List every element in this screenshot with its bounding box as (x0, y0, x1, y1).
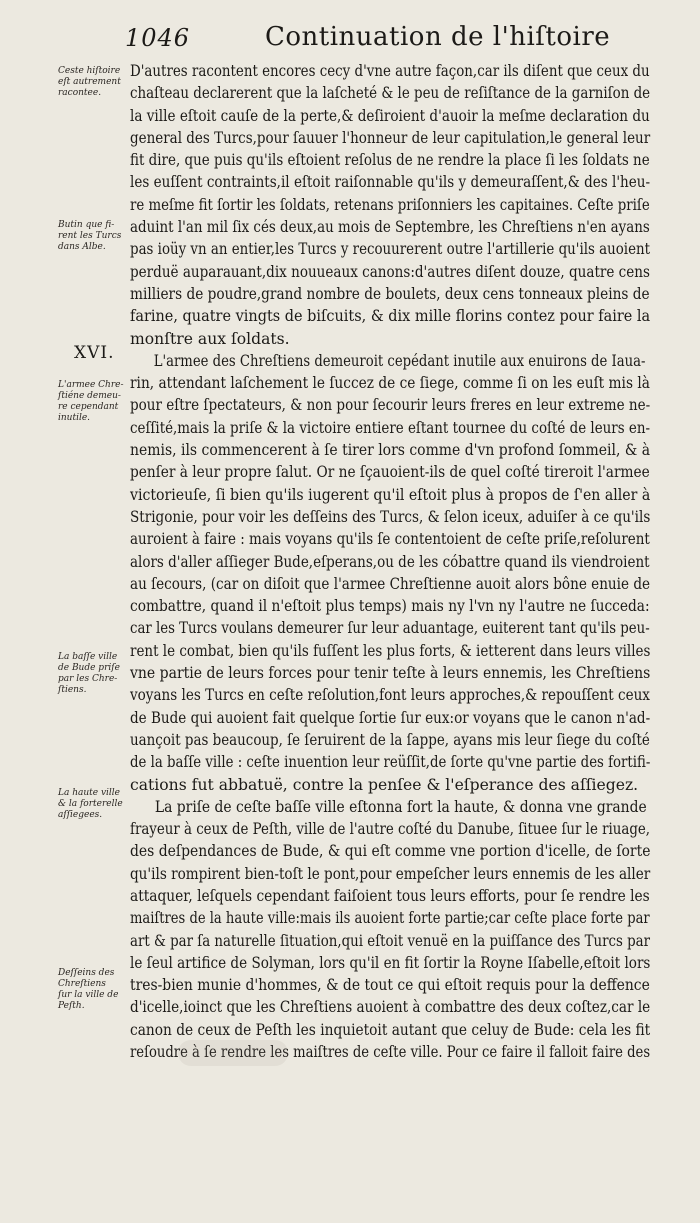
text-line: ceſſité,mais la priſe & la victoire entiere eſtant tournee du coſté de leurs en- (130, 418, 651, 437)
text-line: la ville eſtoit cauſe de la perte,& deſiroient d'auoir la meſme declaration du (130, 106, 650, 125)
margin-note (58, 66, 130, 99)
chapter-number: XVI. (74, 343, 115, 363)
text-line: re meſme fit ſortir les ſoldats, retenans priſonniers les capitaines. Ceſte priſe (130, 195, 650, 214)
text-line: La priſe de ceſte baſſe ville eſtonna fort la haute, & donna vne grande (154, 797, 647, 816)
margin-note-line: re cependant (58, 402, 119, 412)
text-line: pour eſtre ſpectateurs, & non pour ſecourir leurs freres en leur extreme ne- (130, 396, 651, 415)
text-line: chaſteau declarerent que la laſcheté & le peu de reſiſtance de la garniſon de (130, 84, 651, 103)
text-line: voyans les Turcs en ceſte reſolution,font leurs approches,& repouſſent ceux (130, 686, 650, 705)
text-line: victorieuſe, ſi bien qu'ils iugerent qu'il eſtoit plus à propos de ſ'en aller à (130, 485, 651, 504)
margin-note-line: Chreſtiens (58, 979, 106, 989)
text-line: de la baſſe ville : ceſte inuention leur reüſſit,de ſorte qu'vne partie des fortifi- (130, 753, 651, 772)
text-line: le ſeul artifice de Solyman, lors qu'il en fit ſortir la Royne Iſabelle,eſtoit lors (130, 953, 651, 972)
text-line: farine, quatre vingts de biſcuits, & dix mille florins contez pour faire la (130, 307, 651, 326)
text-line: D'autres racontent encores cecy d'vne autre façon,car ils diſent que ceux du (130, 62, 650, 80)
margin-note (58, 968, 130, 1012)
margin-note-line: ſtiéne demeu- (58, 391, 121, 401)
text-line: monſtre aux ſoldats. (130, 329, 290, 348)
margin-note-line: de Bude priſe (58, 663, 120, 673)
text-line: Strigonie, pour voir les deſſeins des Turcs, & ſelon iceux, aduiſer à ce qu'ils (130, 507, 651, 526)
text-line: maiſtres de la haute ville:mais ils auoient forte partie;car ceſte place forte par (130, 909, 650, 928)
margin-note-line: La baſſe ville (58, 652, 118, 662)
text-line: au ſecours, (car on diſoit que l'armee Chreſtienne auoit alors bône enuie de (130, 574, 651, 593)
margin-note-line: Deſſeins des (58, 968, 115, 978)
text-line: L'armee des Chreſtiens demeuroit cepédant inutile aux enuirons de Iaua- (153, 351, 646, 370)
margin-note-line: La haute ville (58, 788, 121, 798)
margin-note-line: dans Albe. (58, 242, 106, 252)
text-line: general des Turcs,pour ſauuer l'honneur de leur capitulation,le general leur (130, 128, 651, 147)
margin-note (58, 652, 130, 696)
text-line: uançoit pas beaucoup, ſe ſeruirent de la ſappe, ayans mis leur ſiege du coſté (130, 730, 650, 749)
margin-note-line: ſtiens. (58, 685, 87, 695)
text-line: qu'ils rompirent bien-toſt le pont,pour empeſcher leurs ennemis de les aller (130, 864, 651, 883)
text-line: combattre, quand il n'eſtoit plus temps) mais ny l'vn ny l'autre ne ſucceda: (130, 597, 650, 616)
margin-note-line: & la forterelle (58, 799, 123, 809)
margin-note-line: eſt autrement (58, 77, 121, 87)
text-line: reſoudre à ſe rendre les maiſtres de ceſte ville. Pour ce faire il falloit faire des (130, 1043, 651, 1062)
margin-note-line: rent les Turcs (58, 231, 122, 241)
page-header (125, 20, 611, 56)
margin-note (58, 788, 130, 821)
text-line: rent le combat, bien qu'ils fuſſent les plus forts, & ietterent dans leurs villes (130, 641, 651, 660)
margin-note-line: par les Chre- (58, 674, 118, 684)
text-line: perduë auparauant,dix nouueaux canons:d'autres diſent douze, quatre cens (130, 262, 650, 281)
text-line: de Bude qui auoient fait quelque ſortie ſur eux:or voyans que le canon n'ad- (130, 708, 651, 727)
text-line: cations fut abbatuë, contre la penſee & l'eſperance des aſſiegez. (130, 775, 639, 794)
margin-note-line: inutile. (58, 413, 91, 423)
text-line: attaquer, leſquels cependant faiſoient tous leurs efforts, pour ſe rendre les (130, 886, 650, 905)
text-line: frayeur à ceux de Peſth, ville de l'autre coſté du Danube, ſituee ſur le riuage, (130, 820, 651, 839)
text-line: d'icelle,ioinct que les Chreſtiens auoient à combattre des deux coſtez,car le (130, 998, 651, 1017)
text-line: aduint l'an mil ſix cés deux,au mois de Septembre, les Chreſtiens n'en ayans (130, 218, 650, 237)
margin-note (58, 220, 130, 253)
text-line: art & par ſa naturelle ſituation,qui eſtoit venuë en la puiſſance des Turcs par (130, 931, 650, 950)
text-line: fit dire, que puis qu'ils eſtoient reſolus de ne rendre la place ſi les ſoldats ne (130, 151, 650, 170)
margin-note-line: ſur la ville de (58, 990, 119, 1000)
page-number: 1046 (125, 24, 191, 52)
margin-note-line: Ceste hiſtoire (58, 66, 121, 76)
text-line: alors d'aller aſſieger Bude,eſperans,ou de les cóbattre quand ils viendroient (130, 552, 650, 571)
text-line: les euſſent contraints,il eſtoit raiſonnable qu'ils y demeuraſſent,& des l'heu- (130, 173, 651, 192)
running-title: Continuation de l'hiſtoire (265, 22, 611, 52)
text-line: pas ioüy vn an entier,les Turcs y recouurerent outre l'artillerie qu'ils auoient (130, 240, 650, 259)
margin-note-line: racontee. (58, 88, 102, 98)
text-line: nemis, ils commencerent à ſe tirer lors comme d'vn profond ſommeil, & à (130, 441, 651, 460)
text-line: vne partie de leurs forces pour tenir teſte à leurs ennemis, les Chreſtiens (130, 664, 651, 683)
text-line: rin, attendant laſchement le ſuccez de ce ſiege, comme ſi on les euſt mis là (130, 374, 650, 393)
text-line: car les Turcs voulans demeurer ſur leur aduantage, euiterent tant qu'ils peu- (130, 619, 650, 638)
text-line: canon de ceux de Peſth les inquietoit autant que celuy de Bude: cela les fit (130, 1020, 651, 1039)
margin-note (58, 380, 130, 424)
margin-note-line: Peſth. (58, 1001, 85, 1011)
margin-note-line: Butin que fi- (58, 220, 115, 230)
text-line: penſer à leur propre ſalut. Or ne ſçauoient-ils de quel coſté tireroit l'armee (130, 463, 650, 482)
text-line: auroient à faire : mais voyans qu'ils ſe contentoient de ceſte priſe,reſolurent (130, 530, 650, 549)
margin-note-line: aſſiegees. (58, 810, 103, 820)
text-line: des deſpendances de Bude, & qui eſt comme vne portion d'icelle, de ſorte (130, 842, 651, 861)
text-line: tres-bien munie d'hommes, & de tout ce qui eſtoit requis pour la deffence (130, 976, 650, 995)
paper-stain (178, 1040, 288, 1066)
margin-note-line: L'armee Chre- (58, 380, 124, 390)
text-line: milliers de poudre,grand nombre de boulets, deux cens tonneaux pleins de (130, 284, 650, 303)
body-text (130, 60, 650, 1063)
